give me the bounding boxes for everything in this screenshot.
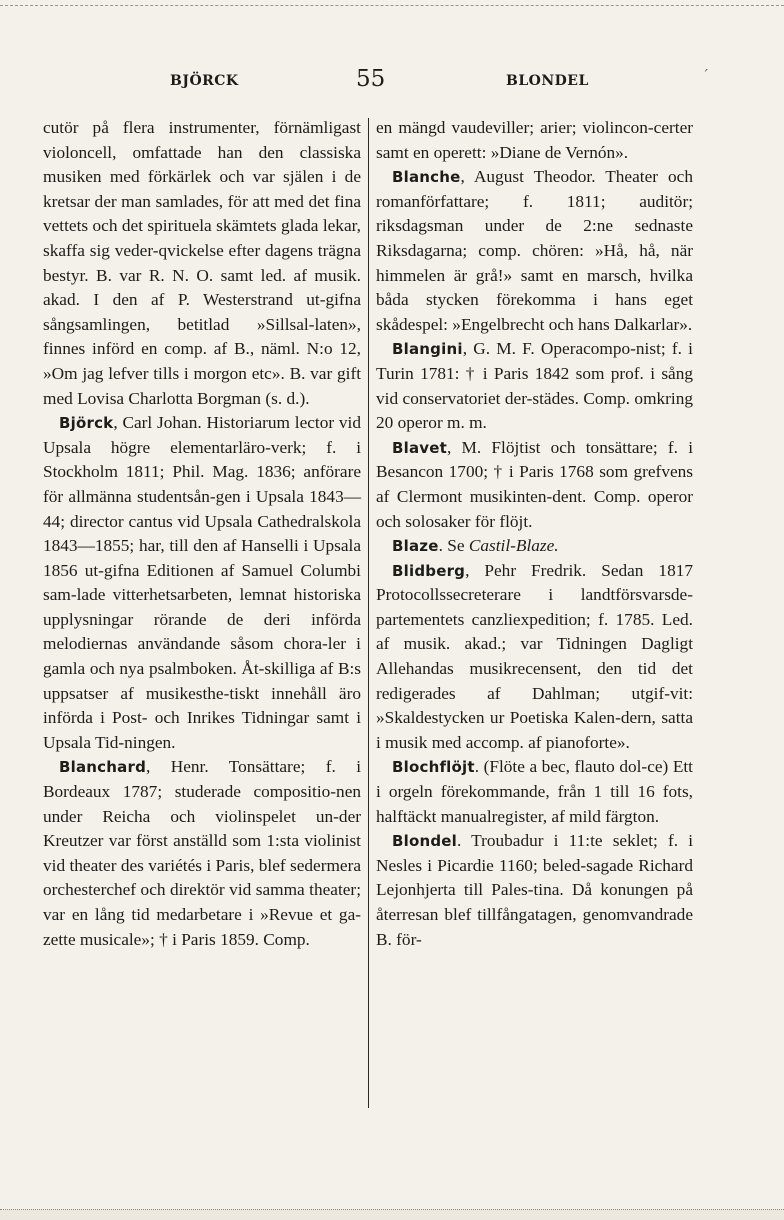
header-right-guideword: BLONDEL (506, 73, 589, 89)
headword: Blangini (392, 340, 463, 359)
header-left-guideword: BJÖRCK (170, 73, 239, 89)
headword: Blochflöjt (392, 758, 475, 777)
headword: Blondel (392, 832, 458, 851)
continued-entry: cutör på flera instrumenter, förnämligast violoncell, omfattade han den classiska musiken med förkärlek och var själen i de kretsar der man samlades, för att med det fina vettets och det spirituela skämtets glada lekar, skaffa sig veder-qvickelse efter dagens trägna bestyr. B. var R. N. O. samt led. af musik. akad. I den af P. Westerstrand ut-gifna sångsamlingen, betitlad »Sillsal-laten», finnes införd en comp. af B., näml. N:o 12, »Om jag lefver tills i morgon etc». B. var gift med Lovisa Charlotta Borgman (s. d.). (43, 118, 361, 408)
cross-reference: Castil-Blaze. (468, 536, 559, 556)
right-column (376, 116, 693, 1116)
headword: Blanchard (59, 758, 147, 777)
page-number: 55 (356, 66, 386, 92)
entry-blangini: Blangini, G. M. F. Operacompo-nist; f. i Turin 1781: † i Paris 1842 som prof. i sång vid conservatoriet der-städes. Comp. omkring 20 operor m. m. (376, 339, 693, 433)
continued-entry: en mängd vaudeviller; arier; violincon-certer samt en operett: »Diane de Vernón». (376, 118, 693, 162)
headword: Blanche (392, 168, 461, 187)
page-top-edge (0, 0, 784, 6)
column-divider (368, 118, 369, 1108)
entry-blondel: Blondel. Troubadur i 11:te seklet; f. i Nesles i Picardie 1160; beled-sagade Richard Lejonhjerta till Pales-tina. Då konungen på återresan blef tillfångatagen, genomvandrade B. för- (376, 831, 693, 949)
entry-blochflojt: Blochflöjt. (Flöte a bec, flauto dol-ce) Ett i orgeln förekommande, från 1 till 16 fots, halftäckt manualregister, af mild färgton. (376, 757, 693, 826)
running-header (40, 66, 720, 98)
entry-blanche: Blanche, August Theodor. Theater och romanförfattare; f. 1811; auditör; riksdagsman under de 2:ne sednaste Riksdagarna; comp. chören: »Hå, hå, när himmelen är grå!» samt en marsch, hvilka båda stycken förekomma i hans eget skådespel: »Engelbrecht och hans Dalkarlar». (376, 167, 693, 334)
entry-blanchard: Blanchard, Henr. Tonsättare; f. i Bordeaux 1787; studerade compositio-nen under Reicha och violinspelet un-der Kreutzer var först anställd som 1:sta violinist vid theater des variétés i Paris, blef sedermera orchesterchef och direktör vid samma theater; var en lång tid medarbetare i »Revue et ga-zette musicale»; † i Paris 1859. Comp. (43, 757, 361, 949)
entry-blavet: Blavet, M. Flöjtist och tonsättare; f. i Besancon 1700; † i Paris 1768 som grefvens af Clermont musikinten-dent. Comp. operor och solosaker för flöjt. (376, 437, 693, 531)
entry-blidberg: Blidberg, Pehr Fredrik. Sedan 1817 Protocollssecreterare i landtförsvarsde-partementets canzliexpedition; f. 1785. Led. af musik. akad.; var Tidningen Dagligt Allehandas musikrecensent, den tid det redigerades af Dahlman; utgif-vit: »Skaldestycken ur Poetiska Kalen-dern, satta i musik med accomp. af pianoforte». (376, 560, 693, 752)
headword: Blavet (392, 438, 448, 457)
left-column (43, 116, 361, 1116)
page-bottom-edge (0, 1209, 784, 1220)
headword: Blidberg (392, 561, 466, 580)
headword: Blaze (392, 537, 439, 556)
entry-bjorck: Björck, Carl Johan. Historiarum lector vid Upsala högre elementarläro-verk; f. i Stockholm 1811; Phil. Mag. 1836; anförare för allmänna studentsån-gen i Upsala 1843—44; director cantus vid Upsala Cathedralskola 1843—1855; har, till den af Hanselli i Upsala 1856 ut-gifna Editionen af Samuel Columbi sam-lade vitterhetsarbeten, lemnat historiska upplysningar rörande de deri införda melodiernas användande såsom chora-ler i gamla och nya psalmboken. Åt-skilliga af B:s uppsatser af musikesthe-tiskt innehåll äro införda i Post- och Inrikes Tidningar samt i Upsala Tid-ningen. (43, 413, 361, 752)
entry-blaze: Blaze. Se Castil-Blaze. (392, 536, 559, 556)
headword: Björck (59, 414, 114, 433)
stray-mark: ˊ (702, 68, 709, 84)
